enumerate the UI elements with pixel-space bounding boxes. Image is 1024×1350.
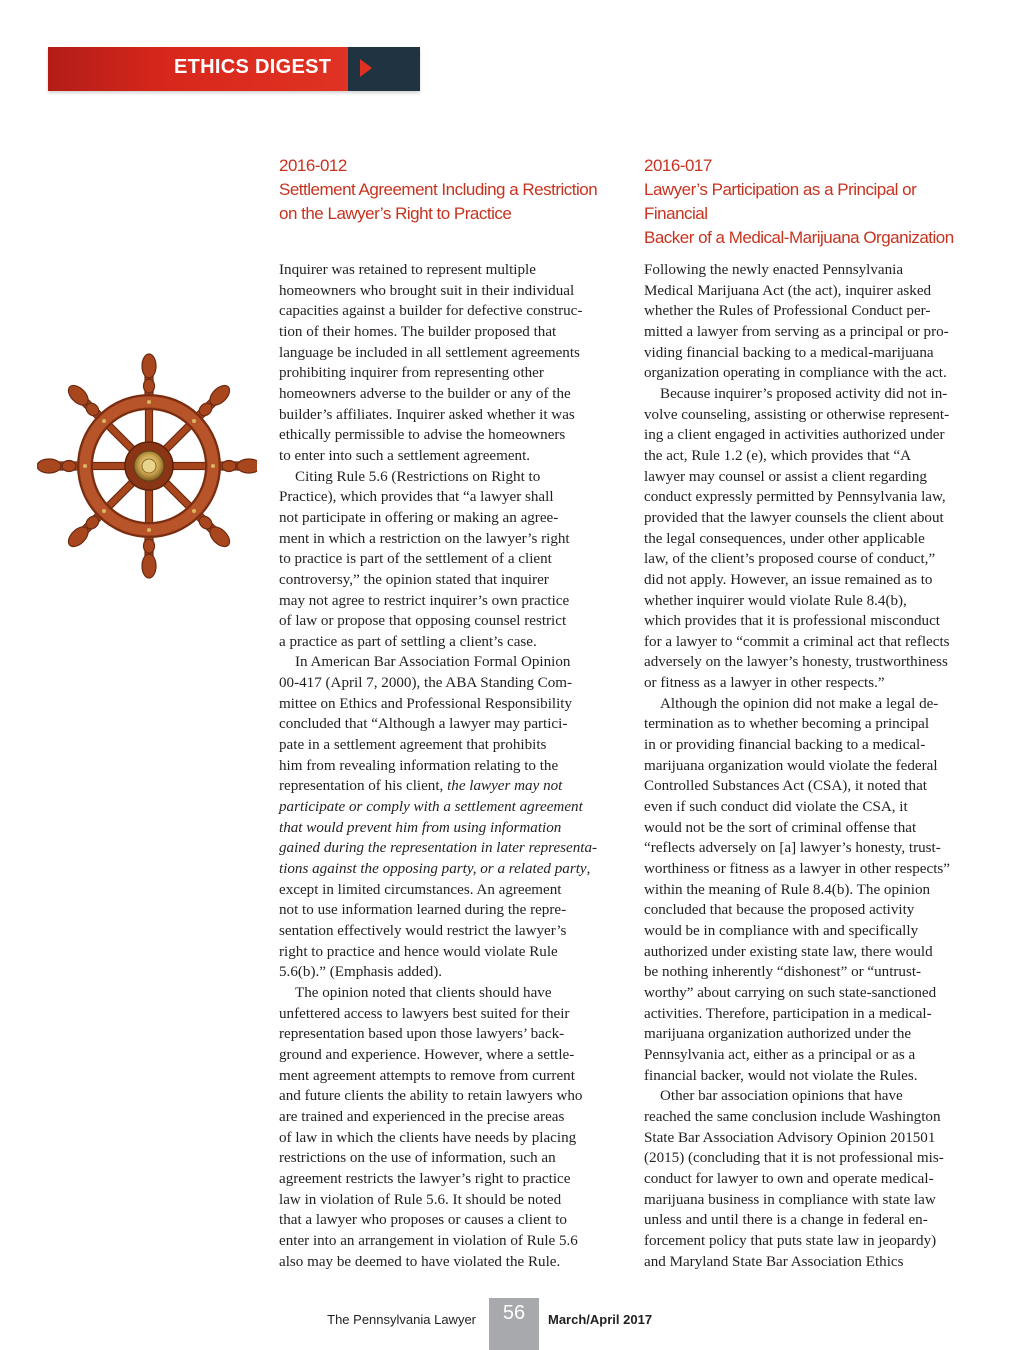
emphasis-line: gained during the representation in later representa- [279,840,598,857]
text-line: except in limited circumstances. An agreement [279,881,562,898]
text-line: conduct expressly permitted by Pennsylvania law, [644,489,946,506]
text-line: of law or propose that opposing counsel restrict [279,613,567,630]
text-line: to enter into such a settlement agreement. [279,447,531,464]
text-line: or fitness as a lawyer in other respects.” [644,675,885,692]
text-line: homeowners who brought suit in their individual [279,282,575,299]
text-line: financial backer, would not violate the Rules. [644,1067,918,1084]
text-line: and future clients the ability to retain lawyers who [279,1088,583,1105]
text-line: marijuana organization authorized under the [644,1026,912,1043]
text-line: whether inquirer would violate Rule 8.4(b), [644,592,907,609]
text-line: lawyer may counsel or assist a client regarding [644,468,927,485]
text-line: State Bar Association Advisory Opinion 201501 [644,1129,936,1146]
text-line: controversy,” the opinion stated that inquirer [279,571,549,588]
text-line: The opinion noted that clients should have [295,984,552,1001]
text-line: not participate in offering or making an agree- [279,509,559,526]
opinion-title-line: on the Lawyer’s Right to Practice [279,204,512,223]
text-line: Citing Rule 5.6 (Restrictions on Right to [295,468,541,485]
opinion-title-line: Backer of a Medical-Marijuana Organization [644,228,954,247]
text-line: mitted a lawyer from serving as a principal or pro- [644,323,949,340]
emphasis-text: tions against the opposing party, or a related party [279,861,587,878]
text-line: ment agreement attempts to remove from current [279,1067,575,1084]
ship-wheel-icon [37,350,257,580]
text-line: and Maryland State Bar Association Ethics [644,1253,904,1270]
page-number: 56 [489,1298,539,1350]
text-line: for a lawyer to “commit a criminal act that reflects [644,633,950,650]
paragraph [279,652,617,983]
text-line: reached the same conclusion include Washington [644,1108,941,1125]
text-line: representation based upon those lawyers’ back- [279,1026,565,1043]
opinion-body [279,260,617,1272]
text-line-mixed [279,859,617,880]
text-line: authorized under existing state law, there would [644,943,933,960]
text-line: worthiness or fitness as a lawyer in other respects” [644,861,950,878]
text-line: him from revealing information relating to the [279,757,559,774]
text-line: within the meaning of Rule 8.4(b). The opinion [644,881,931,898]
text-fragment: representation of his client, [279,778,448,795]
text-line: be nothing inherently “dishonest” or “untrust- [644,964,922,981]
text-line: are trained and experienced in the precise areas [279,1108,565,1125]
text-line: Inquirer was retained to represent multiple [279,262,536,278]
paragraph [279,983,617,1272]
text-line: forcement policy that puts state law in jeopardy) [644,1232,937,1249]
text-line: enter into an arrangement in violation of Rule 5.6 [279,1232,578,1249]
text-line: also may be deemed to have violated the Rule. [279,1253,561,1270]
text-line: ment in which a restriction on the lawyer’s right [279,530,570,547]
text-line: to practice is part of the settlement of a client [279,551,552,568]
text-line: of law in which the clients have needs by placing [279,1129,577,1146]
banner-dark-band [348,47,420,91]
text-line: (2015) (concluding that it is not professional mis- [644,1150,944,1167]
text-line: viding financial backing to a medical-marijuana [644,344,934,361]
text-line-mixed [279,776,617,797]
publication-name: The Pennsylvania Lawyer [327,1312,476,1327]
text-line: concluded that because the proposed activity [644,902,915,919]
text-line: agreement restricts the lawyer’s right to practice [279,1170,571,1187]
text-line: ground and experience. However, where a settle- [279,1046,575,1063]
text-line: Practice), which provides that “a lawyer shall [279,489,554,506]
text-line: not to use information learned during the repre- [279,902,567,919]
text-line: provided that the lawyer counsels the client about [644,509,944,526]
text-line: organization operating in compliance with the act. [644,365,947,382]
text-line: restrictions on the use of information, such an [279,1150,556,1167]
text-line: unfettered access to lawyers best suited for their [279,1005,570,1022]
opinion-title-line: Settlement Agreement Including a Restriction [279,180,598,199]
text-line: unless and until there is a change in federal en- [644,1212,928,1229]
text-line: that a lawyer who proposes or causes a client to [279,1212,567,1229]
text-line: ing a client engaged in activities authorized under [644,427,945,444]
text-line: Other bar association opinions that have [660,1088,903,1105]
text-line: law, of the client’s proposed course of conduct,” [644,551,936,568]
text-line: “reflects adversely on [a] lawyer’s honesty, trust- [644,840,941,857]
text-line: which provides that it is professional misconduct [644,613,940,630]
text-line: the legal consequences, under other applicable [644,530,925,547]
text-line: Controlled Substances Act (CSA), it noted that [644,778,927,795]
text-fragment: , [586,861,591,878]
text-line: activities. Therefore, participation in a medical- [644,1005,932,1022]
text-line: prohibiting inquirer from representing other [279,365,544,382]
text-line: 00-417 (April 7, 2000), the ABA Standing Com- [279,675,573,692]
paragraph [644,1086,980,1272]
text-line: mittee on Ethics and Professional Responsibility [279,695,573,712]
emphasis-text: the lawyer may not [447,778,563,795]
text-line: concluded that “Although a lawyer may partici- [279,716,568,733]
left-column [279,154,617,1272]
text-line: termination as to whether becoming a principal [644,716,930,733]
text-line: Because inquirer’s proposed activity did not in- [660,385,948,402]
opinion-title-line: Lawyer’s Participation as a Principal or Financial [644,180,917,223]
text-line: sentation effectively would restrict the lawyer’s [279,923,567,939]
text-line: may not agree to restrict inquirer’s own practice [279,592,570,609]
text-line: tion of their homes. The builder proposed that [279,323,557,340]
text-line: marijuana organization would violate the federal [644,757,938,774]
text-line: would not be the sort of criminal offense that [644,819,917,836]
opinion-number: 2016-017 [644,156,712,175]
text-line: even if such conduct did violate the CSA, it [644,799,908,816]
text-line: volve counseling, assisting or otherwise represent- [644,406,950,423]
text-line: law in violation of Rule 5.6. It should be noted [279,1191,562,1208]
opinion-title [644,178,980,247]
text-line: conduct for lawyer to own and operate medical- [644,1170,934,1187]
opinion-number: 2016-012 [279,156,347,175]
text-line: a practice as part of settling a client’s case. [279,633,537,650]
emphasis-line: that would prevent him from using information [279,819,562,836]
text-line: In American Bar Association Formal Opinion [295,654,571,671]
text-line: in or providing financial backing to a medical- [644,737,926,754]
text-line: right to practice and hence would violate Rule [279,943,558,960]
opinion-title [279,178,617,226]
text-line: language be included in all settlement agreements [279,344,580,361]
page-footer [0,1298,1024,1350]
paragraph [279,260,617,467]
emphasis-line: participate or comply with a settlement agreement [279,799,583,816]
opinion-body [644,260,980,1272]
paragraph [279,467,617,653]
paragraph [644,694,980,1086]
text-line: pate in a settlement agreement that prohibits [279,737,547,754]
text-line: builder’s affiliates. Inquirer asked whether it was [279,406,575,423]
text-line: whether the Rules of Professional Conduct per- [644,303,931,320]
text-line: the act, Rule 1.2 (e), which provides that “A [644,447,911,464]
paragraph [644,384,980,694]
text-line: Following the newly enacted Pennsylvania [644,262,904,278]
right-column [644,154,980,1272]
text-line: Medical Marijuana Act (the act), inquirer asked [644,282,932,299]
text-line: Although the opinion did not make a legal de- [660,695,939,712]
issue-date: March/April 2017 [548,1312,653,1327]
text-line: did not apply. However, an issue remained as to [644,571,933,588]
text-line: 5.6(b).” (Emphasis added). [279,964,443,981]
text-line: would be in compliance with and specifically [644,923,919,939]
play-arrow-icon [360,59,372,77]
text-line: homeowners adverse to the builder or any of the [279,385,571,402]
text-line: adversely on the lawyer’s honesty, trustworthiness [644,654,948,671]
text-line: Pennsylvania act, either as a principal or as a [644,1046,916,1063]
section-title: ETHICS DIGEST [174,56,332,78]
paragraph [644,260,980,384]
text-line: ethically permissible to advise the homeowners [279,427,566,444]
text-line: marijuana business in compliance with state law [644,1191,936,1208]
text-line: capacities against a builder for defective construc- [279,303,583,320]
text-line: worthy” about carrying on such state-sanctioned [644,984,937,1001]
